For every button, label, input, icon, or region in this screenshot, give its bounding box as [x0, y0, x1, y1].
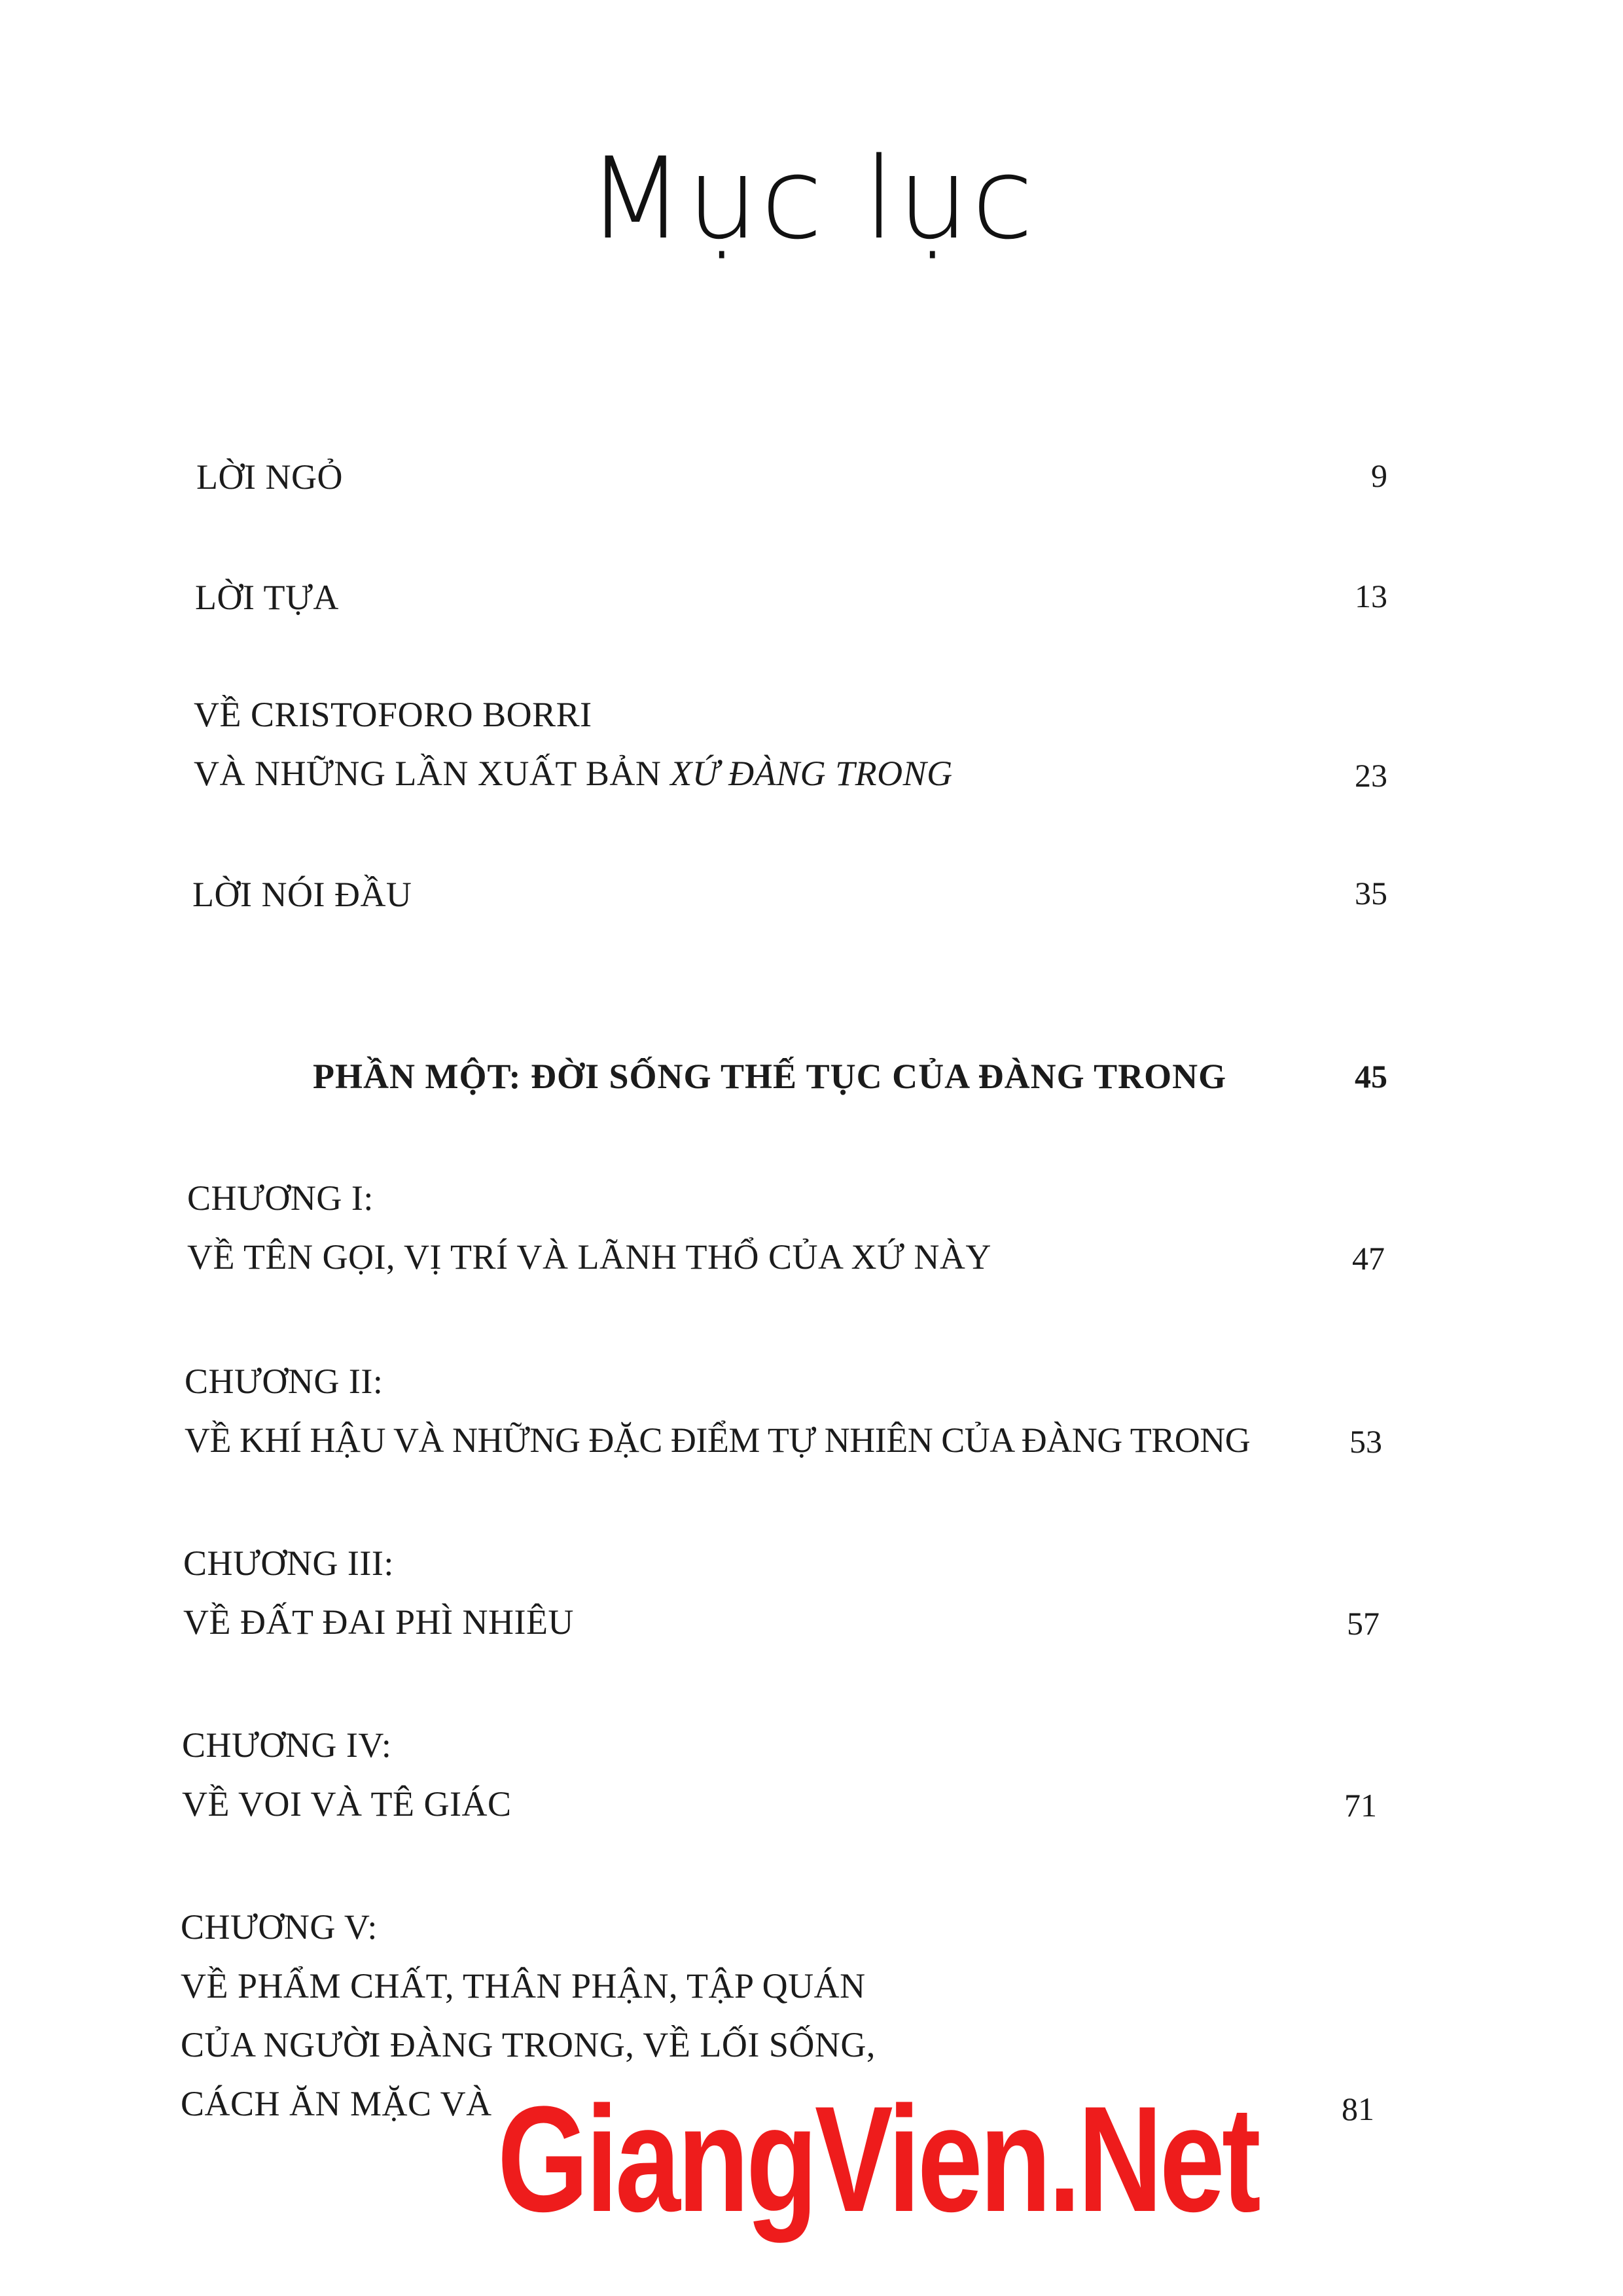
page-title: Mục lục: [586, 133, 1037, 264]
toc-entry-loi-noi-dau: LỜI NÓI ĐẦU: [192, 875, 412, 914]
toc-entry-loi-tua: LỜI TỰA: [195, 578, 339, 617]
book-title-italic: XỨ ĐÀNG TRONG: [670, 754, 953, 793]
toc-page-number: 23: [1355, 757, 1387, 794]
toc-chapter-title: CÁCH ĂN MẶC VÀ: [181, 2084, 492, 2123]
toc-page-number: 53: [1349, 1423, 1382, 1460]
toc-page-number: 47: [1352, 1240, 1385, 1277]
toc-chapter-title: VỀ PHẨM CHẤT, THÂN PHẬN, TẬP QUÁN: [181, 1966, 866, 2005]
toc-page-number: 35: [1355, 875, 1387, 911]
toc-chapter-label: CHƯƠNG IV:: [182, 1725, 392, 1765]
toc-chapter-label: CHƯƠNG II:: [185, 1362, 383, 1401]
toc-page-number: 57: [1347, 1605, 1380, 1642]
toc-chapter-title: VỀ ĐẤT ĐAI PHÌ NHIÊU: [183, 1602, 574, 1642]
toc-chapter-label: CHƯƠNG V:: [181, 1907, 378, 1947]
toc-part-heading: PHẦN MỘT: ĐỜI SỐNG THẾ TỤC CỦA ĐÀNG TRONG: [313, 1057, 1227, 1096]
toc-page-number: 9: [1371, 457, 1387, 494]
toc-chapter-title: VỀ VOI VÀ TÊ GIÁC: [182, 1784, 512, 1824]
watermark-logo: GiangVien.Net: [497, 2075, 1258, 2243]
toc-chapter-title: VỀ TÊN GỌI, VỊ TRÍ VÀ LÃNH THỔ CỦA XỨ NÀY: [187, 1237, 991, 1277]
toc-page-number: 13: [1355, 578, 1387, 614]
toc-page-number: 71: [1344, 1787, 1377, 1824]
toc-page-number: 81: [1342, 2091, 1374, 2127]
toc-chapter-label: CHƯƠNG I:: [187, 1178, 374, 1218]
toc-entry-loi-ngo: LỜI NGỎ: [196, 457, 343, 497]
toc-entry-text: VÀ NHỮNG LẦN XUẤT BẢN: [194, 754, 671, 793]
toc-page-number: 45: [1355, 1058, 1387, 1095]
toc-entry-ve-cristoforo-borri: VỀ CRISTOFORO BORRI: [194, 695, 592, 734]
toc-chapter-label: CHƯƠNG III:: [183, 1544, 394, 1583]
toc-entry-nhung-lan-xuat-ban: [194, 756, 953, 791]
toc-chapter-title: VỀ KHÍ HẬU VÀ NHỮNG ĐẶC ĐIỂM TỰ NHIÊN CỦA ĐÀNG TRONG: [185, 1421, 1251, 1460]
toc-chapter-title: CỦA NGƯỜI ĐÀNG TRONG, VỀ LỐI SỐNG,: [181, 2025, 876, 2064]
